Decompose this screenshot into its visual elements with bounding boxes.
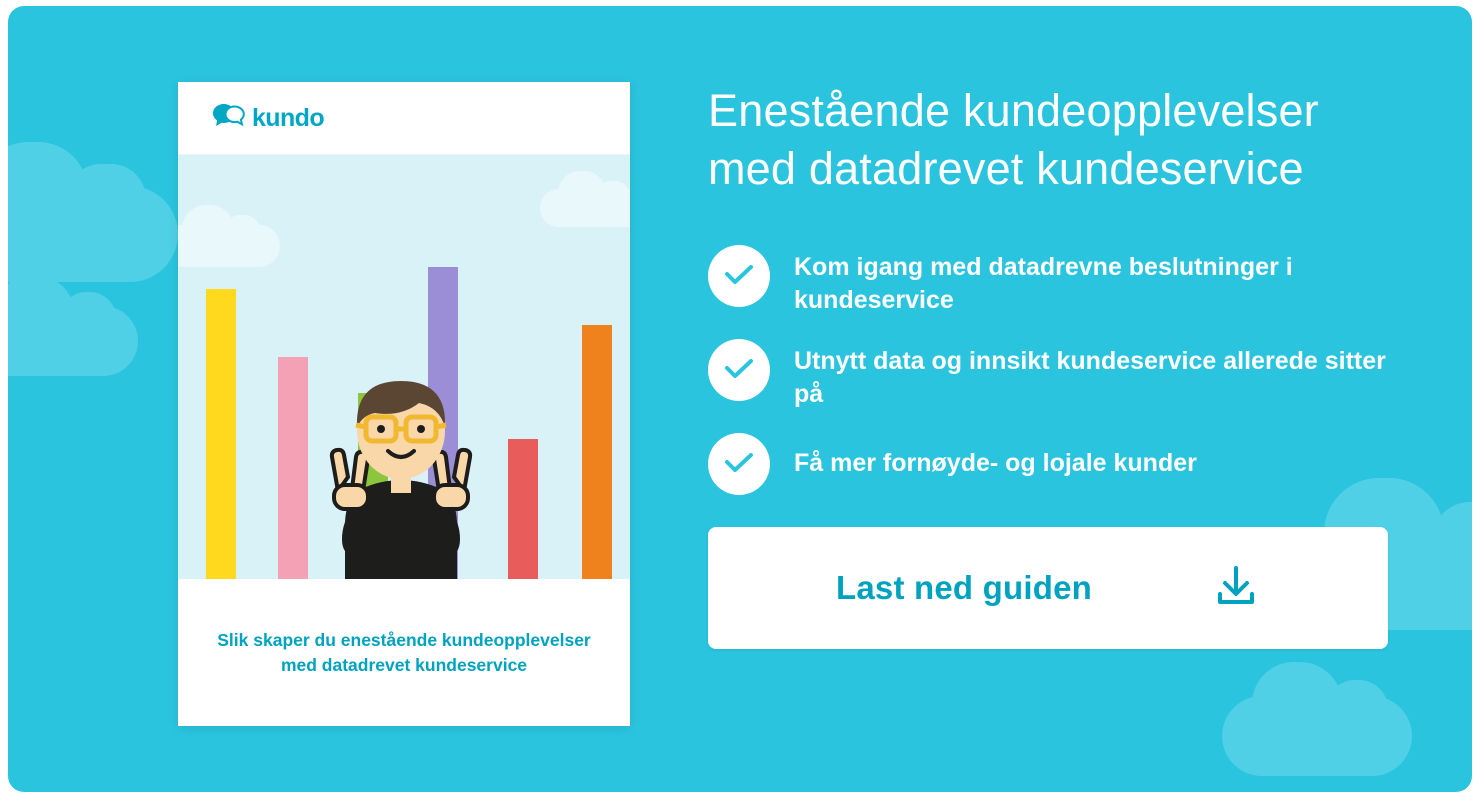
list-item <box>708 339 1408 411</box>
download-guide-button[interactable] <box>708 527 1388 649</box>
list-item <box>708 433 1408 495</box>
promo-banner <box>8 6 1472 792</box>
chart-bar-pink <box>278 357 308 579</box>
download-guide-label: Last ned guiden <box>835 569 1092 607</box>
download-icon <box>1212 562 1260 615</box>
chart-bar-yellow <box>206 289 236 579</box>
chart-bar-orange <box>582 325 612 579</box>
check-icon <box>708 433 770 495</box>
cover-caption-line-2: med datadrevet kundeservice <box>280 655 528 675</box>
list-item-label: Utnytt data og innsikt kundeservice allerede sitter på <box>794 347 1386 409</box>
cloud-decoration <box>8 186 178 282</box>
illustration-person <box>306 339 496 579</box>
cloud-decoration <box>1222 696 1412 776</box>
cover-illustration <box>178 155 630 579</box>
speech-bubbles-icon <box>212 103 246 134</box>
check-icon <box>708 245 770 307</box>
cloud-decoration <box>8 306 138 376</box>
check-icon <box>708 339 770 401</box>
cover-caption-line-1: Slik skaper du enestående kundeopplevelser <box>217 629 591 650</box>
promo-content <box>708 82 1408 649</box>
list-item-label: Kom igang med datadrevne beslutninger i kundeservice <box>794 253 1293 315</box>
list-item <box>708 245 1408 317</box>
chart-bar-red <box>508 439 538 579</box>
page-title <box>708 82 1408 197</box>
benefits-list <box>708 245 1408 495</box>
cover-caption <box>178 579 630 726</box>
list-item-label: Få mer fornøyde- og lojale kunder <box>794 449 1197 478</box>
headline-line-1: Enestående kundeopplevelser <box>708 85 1319 136</box>
headline-line-2: med datadrevet kundeservice <box>708 142 1304 194</box>
ebook-cover[interactable] <box>178 82 630 726</box>
cover-header <box>178 82 630 155</box>
kundo-wordmark: kundo <box>252 103 324 132</box>
kundo-logo <box>212 103 324 134</box>
